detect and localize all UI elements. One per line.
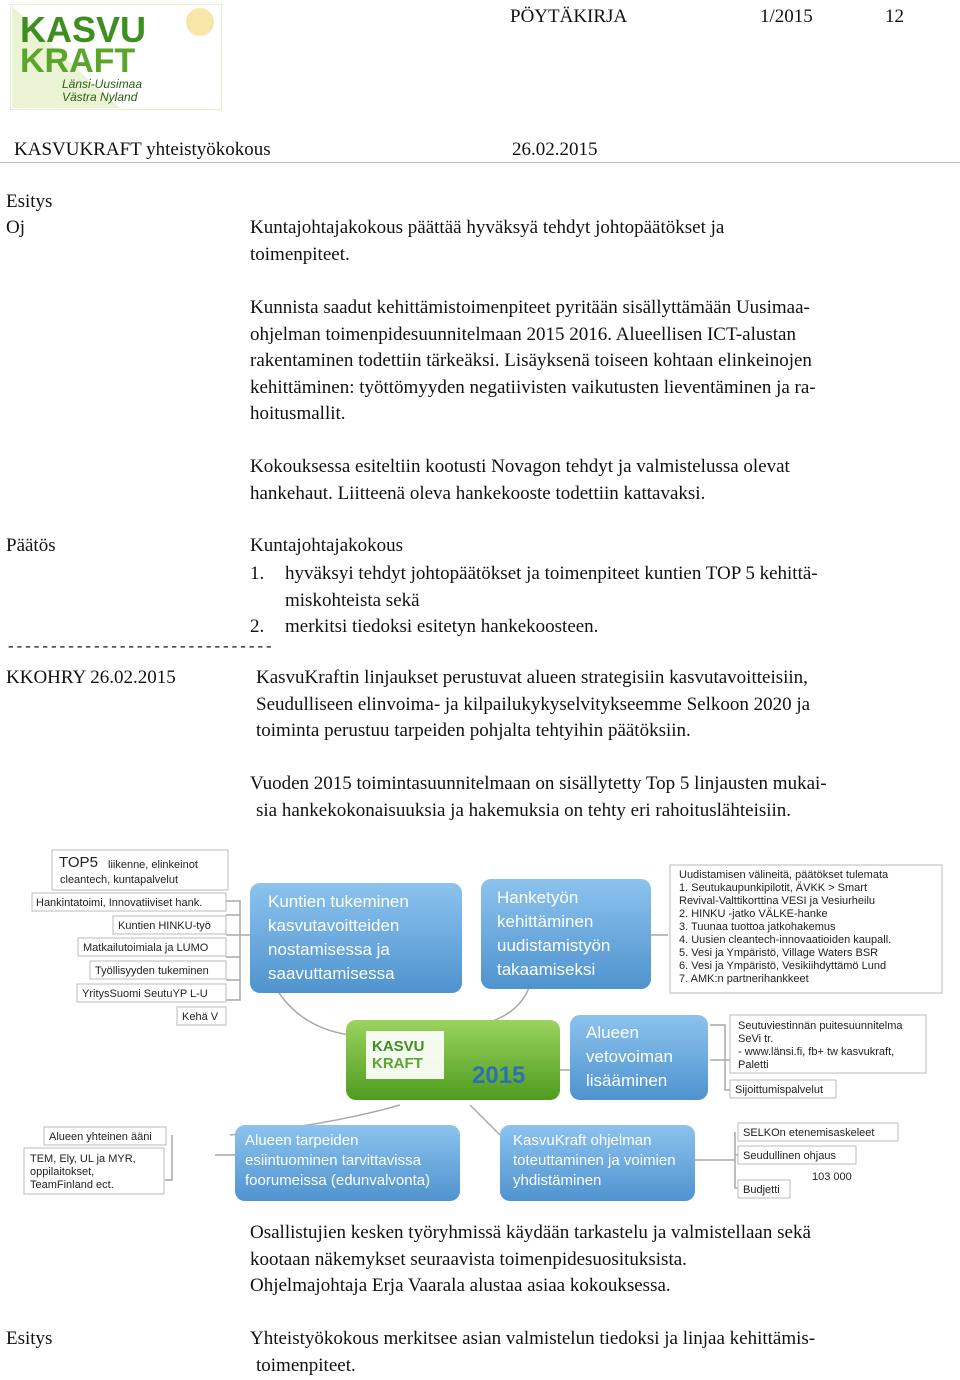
svg-text:toteuttaminen ja voimien: toteuttaminen ja voimien	[513, 1152, 676, 1169]
svg-text:Paletti: Paletti	[738, 1059, 769, 1071]
alueen-yhteinen-aani-node	[44, 1127, 166, 1145]
sijoittumispalvelut-node	[730, 1080, 836, 1098]
svg-text:Seutuviestinnän puitesuunnitel: Seutuviestinnän puitesuunnitelma	[738, 1020, 903, 1032]
node-alueen-vetovoima	[570, 1015, 708, 1100]
svg-text:yhdistäminen: yhdistäminen	[513, 1172, 602, 1189]
svg-text:7. AMK:n partnerihankkeet: 7. AMK:n partnerihankkeet	[679, 973, 809, 985]
svg-text:Kuntien HINKU-työ: Kuntien HINKU-työ	[118, 920, 211, 932]
seudullinen-ohjaus-node	[738, 1146, 856, 1164]
svg-text:KRAFT: KRAFT	[372, 1055, 423, 1072]
svg-text:Matkailutoimiala ja LUMO: Matkailutoimiala ja LUMO	[83, 942, 209, 954]
doc-number: 1/2015	[760, 6, 813, 27]
svg-text:Hankintatoimi, Innovatiiviset: Hankintatoimi, Innovatiiviset hank.	[36, 897, 203, 909]
svg-text:saavuttamisessa: saavuttamisessa	[268, 964, 395, 983]
kkohry-para2: Vuoden 2015 toimintasuunnitelmaan on sisällytetty Top 5 linjausten mukai- sia hankekokonaisuuksia ja hakemuksia on tehty eri rahoituslähteisiin.	[250, 773, 827, 821]
svg-text:lisääminen: lisääminen	[586, 1071, 668, 1090]
svg-text:- www.länsi.fi, fb+ tw kasvukr: - www.länsi.fi, fb+ tw kasvukraft,	[738, 1046, 895, 1058]
center-node-2015	[346, 1020, 560, 1100]
svg-text:Hanketyön: Hanketyön	[497, 888, 579, 907]
logo-line4: Västra Nyland	[62, 90, 138, 104]
meeting-title: KASVUKRAFT yhteistyökokous	[14, 139, 271, 160]
section1-para1: Kuntajohtajakokous päättää hyväksyä tehdyt johtopäätökset ja toimenpiteet.	[250, 217, 725, 265]
label-paatos: Päätös	[6, 535, 56, 556]
svg-text:3. Tuunaa tuottoa jatkohakemus: 3. Tuunaa tuottoa jatkohakemus	[679, 921, 836, 933]
label-kkohry: KKOHRY 26.02.2015	[6, 667, 176, 688]
separator-line: -------------------------------	[6, 638, 273, 656]
label-esitys: Esitys	[6, 191, 53, 212]
logo-line2: KRAFT	[20, 42, 136, 80]
svg-text:Uudistamisen välineitä, päätök: Uudistamisen välineitä, päätökset tulemata	[679, 869, 889, 881]
tem-node	[24, 1148, 164, 1194]
svg-text:Kehä V: Kehä V	[182, 1011, 219, 1023]
svg-text:nostamisessa ja: nostamisessa ja	[268, 940, 390, 959]
svg-text:uudistamistyön: uudistamistyön	[497, 936, 611, 955]
svg-text:cleantech, kuntapalvelut: cleantech, kuntapalvelut	[60, 874, 179, 886]
svg-text:5. Vesi ja Ympäristö, Village: 5. Vesi ja Ympäristö, Village Waters BSR	[679, 947, 879, 959]
seutuviestinta-node	[730, 1015, 926, 1073]
left-node	[77, 984, 226, 1002]
svg-text:Alueen tarpeiden: Alueen tarpeiden	[245, 1132, 359, 1149]
svg-text:4. Uusien cleantech-innovaatio: 4. Uusien cleantech-innovaatioiden kaupall.	[679, 934, 892, 946]
kasvukraft-logo	[10, 4, 222, 110]
node-kuntien-tukeminen	[250, 883, 462, 993]
uudistamisen-node	[670, 865, 942, 993]
selkon-node	[738, 1123, 898, 1141]
budjetti-node	[738, 1180, 790, 1198]
label-oj: Oj	[6, 217, 25, 238]
label-esitys-2: Esitys	[6, 1328, 53, 1349]
doc-type: PÖYTÄKIRJA	[510, 6, 628, 27]
section1-para3: Kokouksessa esiteltiin kootusti Novagon tehdyt ja valmistelussa olevat hankehaut. Liitteenä oleva hankekooste todettiin kattavaksi.	[250, 456, 790, 504]
left-node	[32, 893, 226, 911]
svg-text:KASVU: KASVU	[372, 1038, 425, 1055]
node-ohjelman-toteuttaminen	[500, 1125, 695, 1201]
decision-list	[250, 561, 818, 641]
svg-text:Kuntien tukeminen: Kuntien tukeminen	[268, 892, 409, 911]
svg-text:Alueen yhteinen ääni: Alueen yhteinen ääni	[49, 1131, 152, 1143]
decision-heading: Kuntajohtajakokous	[250, 535, 404, 556]
svg-text:kehittäminen: kehittäminen	[497, 912, 594, 931]
svg-text:vetovoiman: vetovoiman	[586, 1047, 673, 1066]
budget-amount: 103 000	[812, 1171, 852, 1183]
center-year: 2015	[472, 1062, 526, 1089]
svg-text:Seudullinen ohjaus: Seudullinen ohjaus	[743, 1150, 836, 1162]
logo-graphic	[10, 4, 222, 110]
svg-text:liikenne, elinkeinot: liikenne, elinkeinot	[108, 859, 198, 871]
svg-text:foorumeissa (edunvalvonta): foorumeissa (edunvalvonta)	[245, 1172, 431, 1189]
node-hanketyo	[481, 879, 651, 989]
svg-text:kasvutavoitteiden: kasvutavoitteiden	[268, 916, 400, 935]
svg-text:TOP5: TOP5	[59, 854, 98, 871]
kkohry-para1: KasvuKraftin linjaukset perustuvat alueen strategisiin kasvutavoitteisiin, Seudulliseen elinvoima- ja kilpailukykyselvitykseemme Selkoon 2020 ja toiminta perustuu tarpeiden pohjalta tehtyihin päätöksiin.	[256, 667, 811, 741]
svg-text:SeVi tr.: SeVi tr.	[738, 1033, 774, 1045]
svg-text:TEM, Ely, UL ja MYR,: TEM, Ely, UL ja MYR,	[30, 1153, 136, 1165]
decision-item: 1. hyväksyi tehdyt johtopäätökset ja toimenpiteet kuntien TOP 5 kehittä- miskohteista sekä	[250, 563, 818, 611]
svg-text:Työllisyyden tukeminen: Työllisyyden tukeminen	[95, 965, 209, 977]
svg-text:YritysSuomi SeutuYP L-U: YritysSuomi SeutuYP L-U	[82, 988, 208, 1000]
header-divider	[0, 162, 960, 163]
section1-para2: Kunnista saadut kehittämistoimenpiteet pyritään sisällyttämään Uusimaa- ohjelman toimenpidesuunnitelmaan 2015 2016. Alueellisen ICT-alustan rakentaminen todettiin tärkeäksi. Lisäyksenä toiseen kohtaan elinkeinojen kehittäminen: työttömyyden negatiivisten vaikutusten lieventäminen ja ra- hoitusmallit.	[250, 297, 816, 424]
svg-text:TeamFinland ect.: TeamFinland ect.	[30, 1179, 114, 1191]
mindmap-diagram	[0, 835, 960, 1210]
node-alueen-tarpeiden	[235, 1125, 460, 1201]
left-node	[78, 938, 226, 956]
svg-text:Budjetti: Budjetti	[743, 1184, 780, 1196]
svg-text:6. Vesi ja Ympäristö, Vesikiih: 6. Vesi ja Ympäristö, Vesikiihdyttämö Lund	[679, 960, 887, 972]
svg-text:Revival-Valttikorttina VESI ja: Revival-Valttikorttina VESI ja Vesiurheilu	[679, 895, 876, 907]
left-node	[177, 1007, 226, 1025]
svg-text:esiintuominen tarvittavissa: esiintuominen tarvittavissa	[245, 1152, 421, 1169]
logo-line1: KASVU	[20, 9, 147, 50]
meeting-date: 26.02.2015	[512, 139, 598, 160]
svg-text:1. Seutukaupunkipilotit, ÄVKK: 1. Seutukaupunkipilotit, ÄVKK > Smart	[679, 882, 868, 894]
section2-para: Osallistujien kesken työryhmissä käydään tarkastelu ja valmistellaan sekä kootaan näkemykset seuraavista toimenpidesuosituksista. Ohjelmajohtaja Erja Vaarala alustaa asiaa kokouksessa.	[250, 1222, 811, 1296]
svg-text:2. HINKU -jatko VÄLKE-hanke: 2. HINKU -jatko VÄLKE-hanke	[679, 908, 828, 920]
page-number: 12	[885, 6, 904, 27]
section3-para: Yhteistyökokous merkitsee asian valmistelun tiedoksi ja linjaa kehittämis- toimenpiteet.	[250, 1328, 816, 1376]
top5-node	[52, 850, 228, 890]
logo-line3: Länsi-Uusimaa	[62, 77, 143, 91]
left-node	[113, 916, 226, 934]
svg-text:oppilaitokset,: oppilaitokset,	[30, 1166, 95, 1178]
svg-text:takaamiseksi: takaamiseksi	[497, 960, 596, 979]
svg-text:Sijoittumispalvelut: Sijoittumispalvelut	[735, 1084, 824, 1096]
decision-item: 2. merkitsi tiedoksi esitetyn hankekoosteen.	[250, 616, 599, 637]
svg-text:KasvuKraft ohjelman: KasvuKraft ohjelman	[513, 1132, 652, 1149]
svg-text:Alueen: Alueen	[586, 1023, 639, 1042]
svg-text:SELKOn etenemisaskeleet: SELKOn etenemisaskeleet	[743, 1127, 875, 1139]
left-node	[90, 961, 226, 979]
